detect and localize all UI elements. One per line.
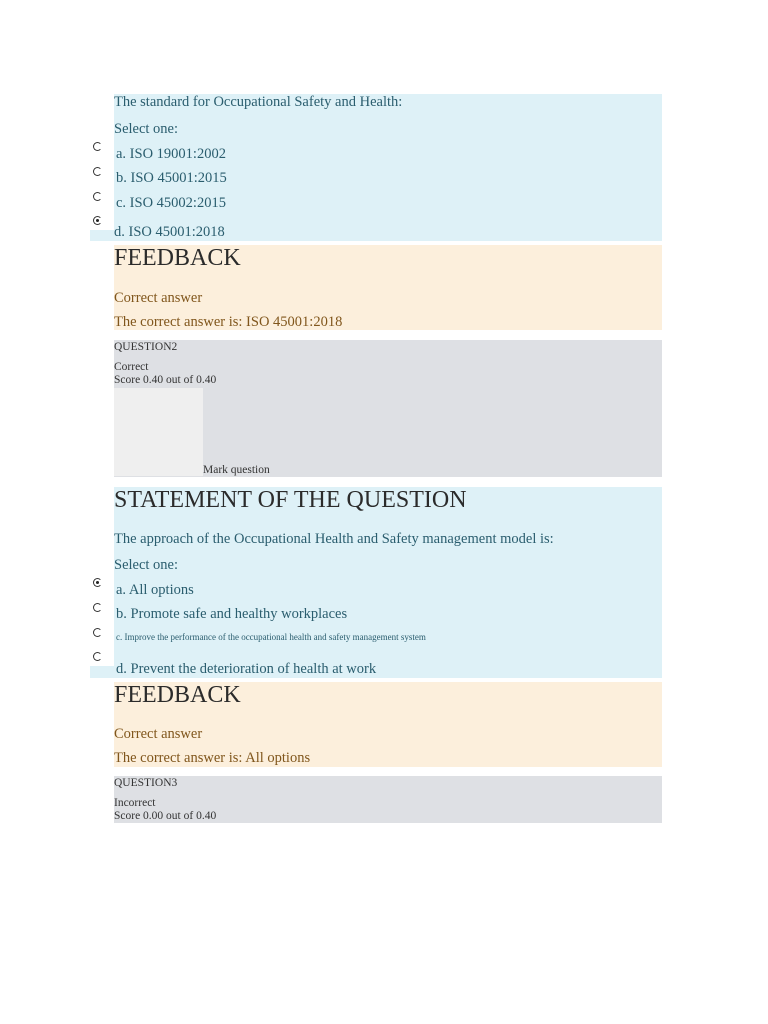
question-3-info-panel [114, 776, 662, 823]
radio-option-a[interactable] [90, 140, 114, 156]
select-one-label: Select one: [114, 121, 179, 137]
radio-icon[interactable] [93, 192, 102, 201]
question-1-text: The standard for Occupational Safety and Health: [114, 94, 403, 110]
question-2-info-panel [114, 340, 662, 477]
question-2-panel [114, 487, 662, 678]
radio-option-a[interactable] [90, 576, 114, 592]
radio-option-d[interactable] [90, 214, 114, 230]
radio-icon[interactable] [93, 142, 102, 151]
option-c-label[interactable]: c. ISO 45002:2015 [116, 195, 226, 211]
radio-icon[interactable] [93, 628, 102, 637]
feedback-correct-answer: The correct answer is: ISO 45001:2018 [114, 314, 343, 330]
radio-option-d[interactable] [90, 650, 114, 666]
option-a-label[interactable]: a. ISO 19001:2002 [116, 146, 226, 162]
feedback-heading: FEEDBACK [114, 682, 241, 708]
feedback-status: Correct answer [114, 726, 203, 742]
option-c-label[interactable]: c. Improve the performance of the occupational health and safety management system [116, 632, 426, 642]
radio-option-c[interactable] [90, 190, 114, 206]
question-1-panel [114, 94, 662, 241]
question-score: Score 0.40 out of 0.40 [114, 374, 217, 386]
feedback-2-panel [114, 682, 662, 767]
radio-option-b[interactable] [90, 601, 114, 617]
feedback-1-panel [114, 245, 662, 330]
option-d-label[interactable]: d. ISO 45001:2018 [114, 224, 225, 240]
radio-icon[interactable] [93, 167, 102, 176]
flag-question-box[interactable] [114, 388, 203, 476]
feedback-correct-answer: The correct answer is: All options [114, 750, 311, 766]
radio-checked-icon[interactable] [93, 578, 102, 587]
option-d-label[interactable]: d. Prevent the deterioration of health at work [116, 661, 377, 677]
radio-option-b[interactable] [90, 165, 114, 181]
question-state: Correct [114, 361, 149, 373]
question-number: QUESTION2 [114, 341, 178, 353]
question-2-text: The approach of the Occupational Health and Safety management model is: [114, 531, 554, 547]
option-b-label[interactable]: b. ISO 45001:2015 [116, 170, 227, 186]
statement-heading: STATEMENT OF THE QUESTION [114, 487, 467, 513]
feedback-status: Correct answer [114, 290, 203, 306]
question-state: Incorrect [114, 797, 156, 809]
radio-icon[interactable] [93, 603, 102, 612]
question-score: Score 0.00 out of 0.40 [114, 810, 217, 822]
radio-checked-icon[interactable] [93, 216, 102, 225]
radio-option-c[interactable] [90, 626, 114, 642]
select-one-label: Select one: [114, 557, 179, 573]
mark-question-link[interactable]: Mark question [203, 464, 270, 476]
feedback-heading: FEEDBACK [114, 245, 241, 271]
option-b-label[interactable]: b. Promote safe and healthy workplaces [116, 606, 348, 622]
option-a-label[interactable]: a. All options [116, 582, 194, 598]
question-number: QUESTION3 [114, 777, 178, 789]
radio-icon[interactable] [93, 652, 102, 661]
